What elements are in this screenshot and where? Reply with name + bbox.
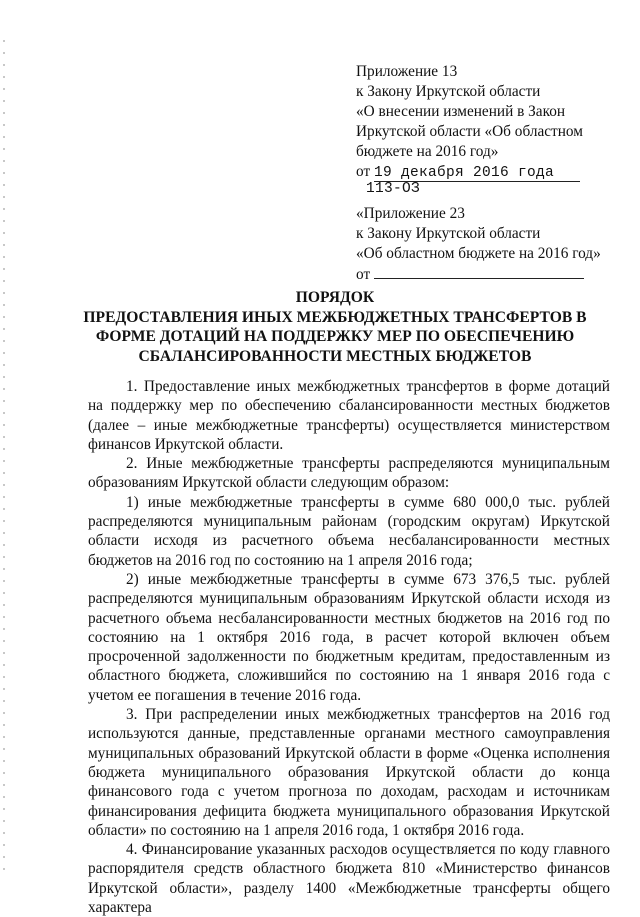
paragraph: 3. При распределении иных межбюджетных трансфертов на 2016 год используются данные, представленные органами местного самоуправления муниципальных образований Иркутской области в форме «Оценка исполнения бюджета муниципального образования Иркутской области до конца финансового года с учетом прогноза по доходам, расходам и источникам финансирования дефицита бюджета муниципального образования Иркутской области» по состоянию на 1 апреля 2016 года, 1 октября 2016 года. (88, 706, 610, 839)
paragraph: 4. Финансирование указанных расходов осуществляется по коду главного распорядителя средств областного бюджета 810 «Министерство финансов Иркутской области», разделу 1400 «Межбюджетные трансферты общего характера (88, 841, 610, 917)
paragraph: 1. Предоставление иных межбюджетных трансфертов в форме дотаций на поддержку мер по обеспечению сбалансированности местных бюджетов (далее – иные межбюджетные трансферты) осуществляется министерством финансов Иркутской области. (88, 378, 610, 453)
title-line: ПОРЯДОК (295, 289, 375, 306)
title-line: ПРЕДОСТАВЛЕНИЯ ИНЫХ МЕЖБЮДЖЕТНЫХ ТРАНСФЕРТОВ В (83, 308, 587, 326)
date-prefix: от (356, 163, 371, 180)
header-line: «О внесении изменений в Закон (356, 103, 566, 120)
document-body (88, 377, 610, 917)
header-line: Иркутской области «Об областном (356, 123, 583, 140)
header-line: бюджете на 2016 год» (356, 143, 499, 160)
signature-line (356, 264, 626, 285)
title-line: ФОРМЕ ДОТАЦИЙ НА ПОДДЕРЖКУ МЕР ПО ОБЕСПЕЧЕНИЮ (95, 328, 575, 345)
paragraph: 2) иные межбюджетные трансферты в сумме 673 376,5 тыс. рублей распределяются муниципальным образованиям Иркутской области исходя из расчетного объема несбалансированности местных бюджетов на 2016 год по состоянию на 1 октября 2016 года, в расчет которой включен объем просроченной задолженности по бюджетным кредитам, предоставленным из областного бюджета, сложившийся по состоянию на 1 января 2016 года с учетом ее погашения в течение 2016 года. (88, 570, 610, 704)
paragraph: 2. Иные межбюджетные трансферты распределяются муниципальным образованиям Иркутской области следующим образом: (88, 455, 610, 492)
binding-margin-marks (3, 40, 5, 880)
handwritten-date: 19 декабря 2016 года (373, 165, 554, 181)
document-title (40, 288, 630, 366)
header-line: «Об областном бюджете на 2016 год» (356, 245, 601, 262)
sign-prefix: от (356, 266, 371, 283)
header-line: «Приложение 23 (356, 205, 465, 222)
date-underline (374, 164, 580, 182)
law-date-line (356, 162, 626, 182)
title-line: СБАЛАНСИРОВАННОСТИ МЕСТНЫХ БЮДЖЕТОВ (138, 347, 532, 365)
blank-underline (374, 264, 584, 279)
header-line: к Закону Иркутской области (356, 225, 541, 242)
header-line: Приложение 13 (356, 63, 458, 80)
handwritten-law-number: 113-ОЗ (366, 181, 421, 197)
header-line: к Закону Иркутской области (356, 83, 541, 100)
appendix-header (356, 62, 626, 285)
paragraph: 1) иные межбюджетные трансферты в сумме 680 000,0 тыс. рублей распределяются муниципальным районам (городским округам) Иркутской области исходя из расчетного объема несбалансированности местных бюджетов на 2016 год по состоянию на 1 апреля 2016 года; (88, 493, 610, 569)
